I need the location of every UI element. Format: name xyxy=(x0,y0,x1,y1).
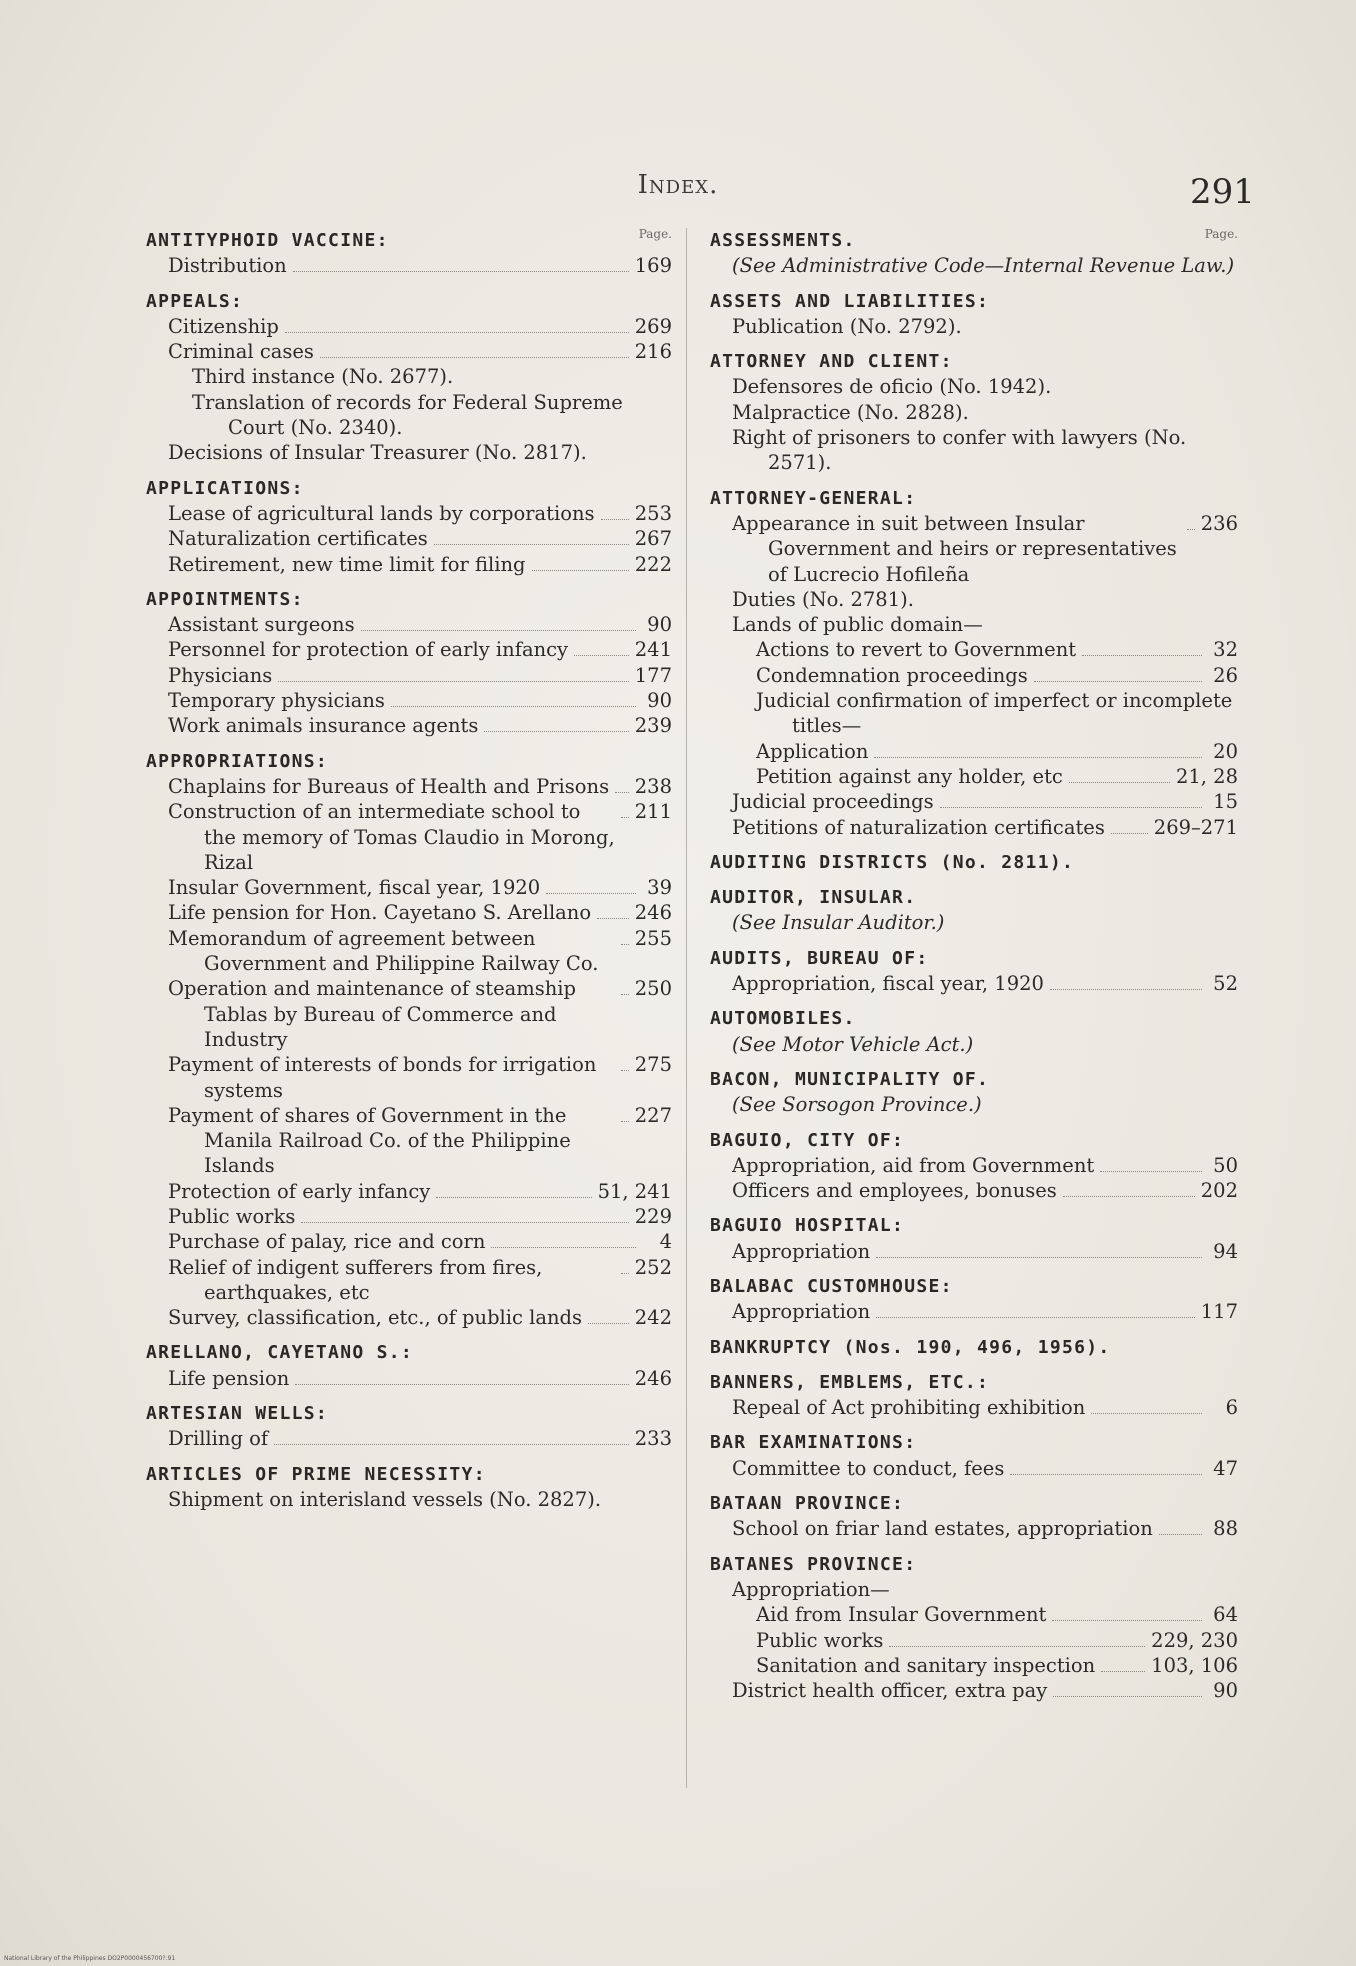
page-reference: 250 xyxy=(634,977,672,1001)
index-subentry xyxy=(146,713,672,738)
page-reference: 227 xyxy=(634,1103,672,1127)
subentry-text: District health officer, extra pay xyxy=(732,1679,1048,1703)
index-subentry xyxy=(146,390,672,441)
index-subentry xyxy=(710,1577,1238,1602)
dot-leader xyxy=(1010,1474,1202,1475)
dot-leader xyxy=(278,681,628,682)
archive-stamp: National Library of the Philippines DO2P0000456700?.91 xyxy=(4,1955,176,1962)
page-reference: 103, 106 xyxy=(1151,1653,1238,1677)
index-subentry xyxy=(710,764,1238,789)
dot-leader xyxy=(601,519,629,520)
dot-leader xyxy=(546,893,636,894)
index-subentry xyxy=(146,637,672,662)
page-reference: 229 xyxy=(634,1204,672,1228)
dot-leader xyxy=(1111,833,1148,834)
page-column-label: Page. xyxy=(638,227,672,241)
index-entry xyxy=(146,228,672,279)
subentry-text: Citizenship xyxy=(168,314,279,338)
index-entry xyxy=(710,1430,1238,1481)
subentry-text: Appearance in suit between Insular Government and heirs or representatives of Lucrecio Hofileña xyxy=(732,511,1177,586)
dot-leader xyxy=(285,332,629,333)
index-subentry xyxy=(146,440,672,465)
subentry-text: Lands of public domain— xyxy=(732,613,983,637)
dot-leader xyxy=(434,544,629,545)
index-heading: BALABAC CUSTOMHOUSE: xyxy=(710,1275,953,1297)
dot-leader xyxy=(436,1197,591,1198)
subentry-text: Purchase of palay, rice and corn xyxy=(168,1230,486,1254)
subentry-text: Drilling of xyxy=(168,1427,269,1451)
page-reference: 236 xyxy=(1200,511,1238,535)
subentry-text: (See Motor Vehicle Act.) xyxy=(732,1032,974,1056)
index-subentry xyxy=(710,663,1238,688)
index-subentry xyxy=(146,900,672,925)
index-subentry xyxy=(710,1456,1238,1481)
index-subentry xyxy=(146,875,672,900)
dot-leader xyxy=(876,1257,1202,1258)
index-entry xyxy=(710,1335,1238,1360)
subentry-text: Translation of records for Federal Supreme Court (No. 2340). xyxy=(192,390,623,440)
dot-leader xyxy=(1091,1413,1202,1414)
index-heading: ARTESIAN WELLS: xyxy=(146,1403,329,1425)
dot-leader xyxy=(588,1323,629,1324)
index-heading: BANKRUPTCY (Nos. 190, 496, 1956). xyxy=(710,1336,1111,1358)
dot-leader xyxy=(391,706,636,707)
subentry-text: Operation and maintenance of steamship Tablas by Bureau of Commerce and Industry xyxy=(168,977,577,1051)
index-subentry xyxy=(146,364,672,389)
subentry-text: Memorandum of agreement between Government and Philippine Railway Co. xyxy=(168,926,599,976)
subentry-text: Life pension for Hon. Cayetano S. Arellano xyxy=(168,901,592,925)
index-subentry xyxy=(710,314,1238,339)
dot-leader xyxy=(574,655,629,656)
dot-leader xyxy=(1100,1171,1202,1172)
subentry-text: (See Insular Auditor.) xyxy=(732,911,945,935)
index-entry xyxy=(710,486,1238,840)
dot-leader xyxy=(1053,1696,1202,1697)
index-entry xyxy=(710,1213,1238,1264)
index-subentry xyxy=(146,799,672,875)
dot-leader xyxy=(274,1444,629,1445)
page-reference: 64 xyxy=(1213,1603,1238,1627)
index-entry xyxy=(710,1274,1238,1325)
index-subentry xyxy=(710,1516,1238,1541)
subentry-text: Appropriation xyxy=(732,1300,871,1324)
index-subentry xyxy=(146,552,672,577)
page-reference: 255 xyxy=(634,926,672,950)
page-reference: 15 xyxy=(1213,790,1238,814)
index-entry xyxy=(710,1006,1238,1057)
subentry-text: Decisions of Insular Treasurer (No. 2817). xyxy=(168,441,587,465)
page-reference: 90 xyxy=(1213,1679,1238,1703)
page-reference: 253 xyxy=(634,501,672,525)
page-reference: 239 xyxy=(634,714,672,738)
index-subentry xyxy=(710,374,1238,399)
index-heading: BAGUIO HOSPITAL: xyxy=(710,1215,905,1237)
index-heading: ARTICLES OF PRIME NECESSITY: xyxy=(146,1463,486,1485)
index-subentry xyxy=(146,1204,672,1229)
page-column-label: Page. xyxy=(1204,227,1238,241)
index-subentry xyxy=(146,1179,672,1204)
dot-leader xyxy=(621,1273,629,1274)
page-reference: 241 xyxy=(634,638,672,662)
index-subentry xyxy=(146,1052,672,1103)
index-entry xyxy=(710,850,1238,875)
page-reference: 275 xyxy=(634,1053,672,1077)
index-entry xyxy=(710,1552,1238,1704)
index-subentry xyxy=(710,400,1238,425)
index-subentry xyxy=(146,976,672,1052)
index-heading: APPOINTMENTS: xyxy=(146,588,304,610)
dot-leader xyxy=(615,792,629,793)
index-subentry xyxy=(146,526,672,551)
page-reference: 94 xyxy=(1213,1239,1238,1263)
subentry-text: Petitions of naturalization certificates xyxy=(732,815,1105,839)
index-column-left xyxy=(146,228,672,1512)
subentry-text: Sanitation and sanitary inspection xyxy=(756,1653,1096,1677)
page-reference: 246 xyxy=(634,901,672,925)
subentry-text: Petition against any holder, etc xyxy=(756,764,1063,788)
subentry-text: Officers and employees, bonuses xyxy=(732,1179,1057,1203)
dot-leader xyxy=(597,918,629,919)
running-head-title: Index. xyxy=(637,170,719,200)
page-reference: 88 xyxy=(1213,1517,1238,1541)
index-heading: APPLICATIONS: xyxy=(146,477,304,499)
dot-leader xyxy=(621,1121,629,1122)
page-reference: 211 xyxy=(634,800,672,824)
index-heading: BAGUIO, CITY OF: xyxy=(710,1129,905,1151)
page-reference: 39 xyxy=(647,876,672,900)
dot-leader xyxy=(301,1222,628,1223)
index-subentry xyxy=(710,1628,1238,1653)
index-subentry xyxy=(146,1255,672,1306)
index-subentry xyxy=(146,339,672,364)
index-subentry xyxy=(710,587,1238,612)
page-reference: 229, 230 xyxy=(1151,1628,1238,1652)
index-subentry xyxy=(146,774,672,799)
page-reference: 6 xyxy=(1225,1396,1238,1420)
index-heading: APPROPRIATIONS: xyxy=(146,750,329,772)
subentry-text: Naturalization certificates xyxy=(168,527,428,551)
subentry-text: Work animals insurance agents xyxy=(168,714,479,738)
index-subentry xyxy=(710,688,1238,739)
subentry-text: Relief of indigent sufferers from fires, earthquakes, etc xyxy=(168,1255,543,1304)
dot-leader xyxy=(1082,655,1202,656)
index-subentry xyxy=(710,1153,1238,1178)
dot-leader xyxy=(491,1247,636,1248)
subentry-text: Shipment on interisland vessels (No. 2827). xyxy=(168,1487,602,1511)
subentry-text: Physicians xyxy=(168,663,273,687)
index-entry xyxy=(146,1340,672,1391)
dot-leader xyxy=(1101,1671,1145,1672)
index-heading: APPEALS: xyxy=(146,290,244,312)
subentry-text: Retirement, new time limit for filing xyxy=(168,552,526,576)
subentry-text: Insular Government, fiscal year, 1920 xyxy=(168,876,541,900)
subentry-text: Appropriation, fiscal year, 1920 xyxy=(732,972,1044,996)
page-reference: 50 xyxy=(1213,1153,1238,1177)
index-heading: BATANES PROVINCE: xyxy=(710,1553,917,1575)
dot-leader xyxy=(1159,1534,1202,1535)
index-column-right xyxy=(710,228,1238,1703)
index-subentry xyxy=(146,688,672,713)
index-entry xyxy=(146,476,672,577)
index-subentry xyxy=(146,1426,672,1451)
index-subentry xyxy=(710,739,1238,764)
index-subentry xyxy=(146,314,672,339)
dot-leader xyxy=(1052,1620,1202,1621)
dot-leader xyxy=(1063,1196,1195,1197)
page-reference: 222 xyxy=(634,552,672,576)
subentry-text: Life pension xyxy=(168,1366,290,1390)
dot-leader xyxy=(876,1317,1195,1318)
page-number: 291 xyxy=(1190,172,1255,212)
index-subentry xyxy=(710,789,1238,814)
index-subentry xyxy=(146,1305,672,1330)
dot-leader xyxy=(320,357,629,358)
index-entry xyxy=(710,228,1238,279)
index-heading: AUDITS, BUREAU OF: xyxy=(710,947,929,969)
index-heading: BACON, MUNICIPALITY OF. xyxy=(710,1068,990,1090)
subentry-text: Application xyxy=(756,739,869,763)
page-reference: 242 xyxy=(634,1306,672,1330)
index-entry xyxy=(710,1128,1238,1204)
index-subentry xyxy=(710,910,1238,935)
page-reference: 216 xyxy=(634,340,672,364)
index-subentry xyxy=(710,815,1238,840)
dot-leader xyxy=(940,807,1202,808)
page-reference: 269–271 xyxy=(1153,815,1238,839)
index-heading: ARELLANO, CAYETANO S.: xyxy=(146,1342,414,1364)
subentry-text: Assistant surgeons xyxy=(168,613,355,637)
index-subentry xyxy=(710,612,1238,637)
dot-leader xyxy=(1050,989,1202,990)
page-reference: 52 xyxy=(1213,972,1238,996)
index-entry xyxy=(710,1067,1238,1118)
page-reference: 169 xyxy=(634,254,672,278)
subentry-text: Payment of shares of Government in the Manila Railroad Co. of the Philippine Islands xyxy=(168,1103,571,1178)
index-heading: ATTORNEY AND CLIENT: xyxy=(710,351,953,373)
subentry-text: Defensores de oficio (No. 1942). xyxy=(732,375,1052,399)
dot-leader xyxy=(621,817,629,818)
index-subentry xyxy=(710,971,1238,996)
page-reference: 177 xyxy=(634,663,672,687)
page-reference: 246 xyxy=(634,1366,672,1390)
index-heading: BATAAN PROVINCE: xyxy=(710,1493,905,1515)
subentry-text: Condemnation proceedings xyxy=(756,663,1028,687)
index-subentry xyxy=(146,501,672,526)
index-entry xyxy=(710,289,1238,340)
index-heading: AUTOMOBILES. xyxy=(710,1008,856,1030)
dot-leader xyxy=(621,944,629,945)
index-subentry xyxy=(146,926,672,977)
page-reference: 233 xyxy=(634,1427,672,1451)
subentry-text: Actions to revert to Government xyxy=(756,638,1077,662)
index-entry xyxy=(710,349,1238,475)
index-entry xyxy=(146,1462,672,1513)
page-reference: 4 xyxy=(659,1230,672,1254)
subentry-text: Survey, classification, etc., of public lands xyxy=(168,1306,583,1330)
dot-leader xyxy=(621,1070,629,1071)
index-subentry xyxy=(146,612,672,637)
index-subentry xyxy=(146,1103,672,1179)
dot-leader xyxy=(293,271,629,272)
index-subentry xyxy=(710,1239,1238,1264)
index-heading: AUDITING DISTRICTS (No. 2811). xyxy=(710,851,1075,873)
dot-leader xyxy=(484,731,628,732)
index-subentry xyxy=(710,1299,1238,1324)
index-heading: AUDITOR, INSULAR. xyxy=(710,887,917,909)
subentry-text: Construction of an intermediate school to the memory of Tomas Claudio in Morong, Rizal xyxy=(168,800,615,874)
page-reference: 47 xyxy=(1213,1456,1238,1480)
index-entry xyxy=(146,289,672,466)
subentry-text: Right of prisoners to confer with lawyers (No. 2571). xyxy=(732,426,1187,475)
page-reference: 202 xyxy=(1200,1179,1238,1203)
dot-leader xyxy=(889,1646,1145,1647)
index-subentry xyxy=(710,1602,1238,1627)
dot-leader xyxy=(621,994,629,995)
column-divider xyxy=(686,228,687,1788)
page-reference: 269 xyxy=(634,314,672,338)
dot-leader xyxy=(874,757,1202,758)
index-subentry xyxy=(146,663,672,688)
index-entry xyxy=(710,885,1238,936)
index-entry xyxy=(146,587,672,739)
page-reference: 32 xyxy=(1213,638,1238,662)
page-reference: 252 xyxy=(634,1255,672,1279)
index-heading: BAR EXAMINATIONS: xyxy=(710,1432,917,1454)
subentry-text: Criminal cases xyxy=(168,340,314,364)
dot-leader xyxy=(295,1384,629,1385)
subentry-text: Appropriation— xyxy=(732,1577,890,1601)
subentry-text: Aid from Insular Government xyxy=(756,1603,1047,1627)
index-entry xyxy=(146,1401,672,1452)
subentry-text: Repeal of Act prohibiting exhibition xyxy=(732,1396,1086,1420)
page-reference: 117 xyxy=(1200,1300,1238,1324)
subentry-text: Committee to conduct, fees xyxy=(732,1456,1005,1480)
index-subentry xyxy=(710,1678,1238,1703)
dot-leader xyxy=(532,570,629,571)
page-reference: 20 xyxy=(1213,739,1238,763)
subentry-text: Protection of early infancy xyxy=(168,1179,431,1203)
index-entry xyxy=(710,1370,1238,1421)
subentry-text: Judicial proceedings xyxy=(732,790,934,814)
subentry-text: Third instance (No. 2677). xyxy=(192,365,454,389)
index-subentry xyxy=(710,1092,1238,1117)
index-entry xyxy=(146,749,672,1331)
index-subentry xyxy=(710,1395,1238,1420)
index-heading: ATTORNEY-GENERAL: xyxy=(710,487,917,509)
subentry-text: Publication (No. 2792). xyxy=(732,314,962,338)
subentry-text: (See Administrative Code—Internal Revenue Law.) xyxy=(732,254,1235,278)
subentry-text: Public works xyxy=(168,1204,296,1228)
page-reference: 90 xyxy=(647,689,672,713)
page-reference: 26 xyxy=(1213,663,1238,687)
page-reference: 267 xyxy=(634,527,672,551)
subentry-text: Chaplains for Bureaus of Health and Prisons xyxy=(168,774,610,798)
index-heading: ASSESSMENTS. xyxy=(710,230,856,251)
subentry-text: School on friar land estates, appropriation xyxy=(732,1517,1153,1541)
page-reference: 21, 28 xyxy=(1175,764,1238,788)
page-reference: 238 xyxy=(634,774,672,798)
subentry-text: (See Sorsogon Province.) xyxy=(732,1093,982,1117)
index-subentry xyxy=(710,1653,1238,1678)
subentry-text: Appropriation xyxy=(732,1239,871,1263)
subentry-text: Public works xyxy=(756,1628,884,1652)
subentry-text: Distribution xyxy=(168,254,287,278)
index-entry xyxy=(710,1491,1238,1542)
index-subentry xyxy=(146,253,672,278)
dot-leader xyxy=(1187,529,1195,530)
page-reference: 90 xyxy=(647,613,672,637)
subentry-text: Malpractice (No. 2828). xyxy=(732,400,969,424)
index-subentry xyxy=(146,1366,672,1391)
index-subentry xyxy=(710,1178,1238,1203)
page-reference: 51, 241 xyxy=(597,1179,672,1203)
index-subentry xyxy=(710,637,1238,662)
subentry-text: Lease of agricultural lands by corporations xyxy=(168,501,595,525)
subentry-text: Payment of interests of bonds for irrigation systems xyxy=(168,1053,597,1102)
index-entry xyxy=(710,946,1238,997)
subentry-text: Appropriation, aid from Government xyxy=(732,1153,1095,1177)
index-subentry xyxy=(146,1229,672,1254)
index-heading: ANTITYPHOID VACCINE: xyxy=(146,230,389,251)
index-subentry xyxy=(710,511,1238,587)
subentry-text: Temporary physicians xyxy=(168,689,385,713)
index-subentry xyxy=(146,1487,672,1512)
dot-leader xyxy=(361,630,636,631)
index-subentry xyxy=(710,253,1238,278)
dot-leader xyxy=(1034,681,1202,682)
index-heading: ASSETS AND LIABILITIES: xyxy=(710,290,990,312)
subentry-text: Personnel for protection of early infancy xyxy=(168,638,569,662)
index-subentry xyxy=(710,425,1238,476)
index-heading: BANNERS, EMBLEMS, ETC.: xyxy=(710,1371,990,1393)
subentry-text: Judicial confirmation of imperfect or incomplete titles— xyxy=(756,689,1233,738)
dot-leader xyxy=(1069,782,1170,783)
subentry-text: Duties (No. 2781). xyxy=(732,587,914,611)
index-subentry xyxy=(710,1032,1238,1057)
